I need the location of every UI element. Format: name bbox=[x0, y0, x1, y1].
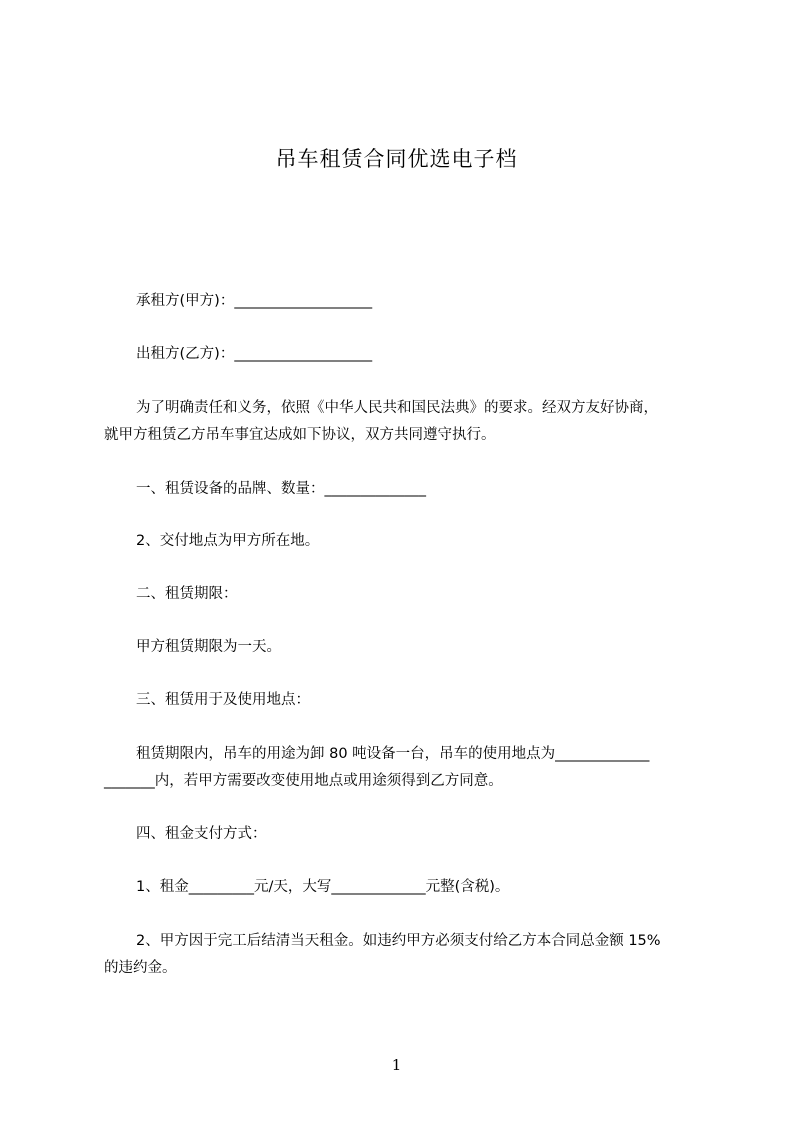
clause-term: 甲方租赁期限为一天。 bbox=[136, 639, 281, 655]
clause-penalty-line-1: 2、甲方因于完工后结清当天租金。如违约甲方必须支付给乙方本合同总金额 15% bbox=[136, 933, 661, 949]
preamble-line-1: 为了明确责任和义务，依照《中华人民共和国民法典》的要求。经双方友好协商， bbox=[136, 400, 658, 416]
lessor-line: 出租方(乙方)：___________________ bbox=[136, 346, 373, 362]
clause-usage-line-1: 租赁期限内，吊车的用途为卸 80 吨设备一台，吊车的使用地点为_____________ bbox=[136, 746, 650, 762]
preamble-line-2: 就甲方租赁乙方吊车事宜达成如下协议，双方共同遵守执行。 bbox=[104, 427, 496, 443]
page-title: 吊车租赁合同优选电子档 bbox=[275, 147, 518, 171]
clause-equipment: 一、租赁设备的品牌、数量：______________ bbox=[136, 481, 426, 497]
page-number: 1 bbox=[391, 1056, 402, 1074]
clause-penalty-line-2: 的违约金。 bbox=[104, 960, 177, 976]
clause-rent: 1、租金_________元/天，大写_____________元整(含税)。 bbox=[136, 879, 510, 895]
clause-delivery: 2、交付地点为甲方所在地。 bbox=[136, 533, 320, 549]
section-payment-heading: 四、租金支付方式： bbox=[136, 826, 267, 842]
section-usage-heading: 三、租赁用于及使用地点： bbox=[136, 692, 310, 708]
lessee-line: 承租方(甲方)：___________________ bbox=[136, 293, 373, 309]
clause-usage-line-2: _______内，若甲方需要改变使用地点或用途须得到乙方同意。 bbox=[104, 773, 503, 789]
section-term-heading: 二、租赁期限： bbox=[136, 586, 238, 602]
